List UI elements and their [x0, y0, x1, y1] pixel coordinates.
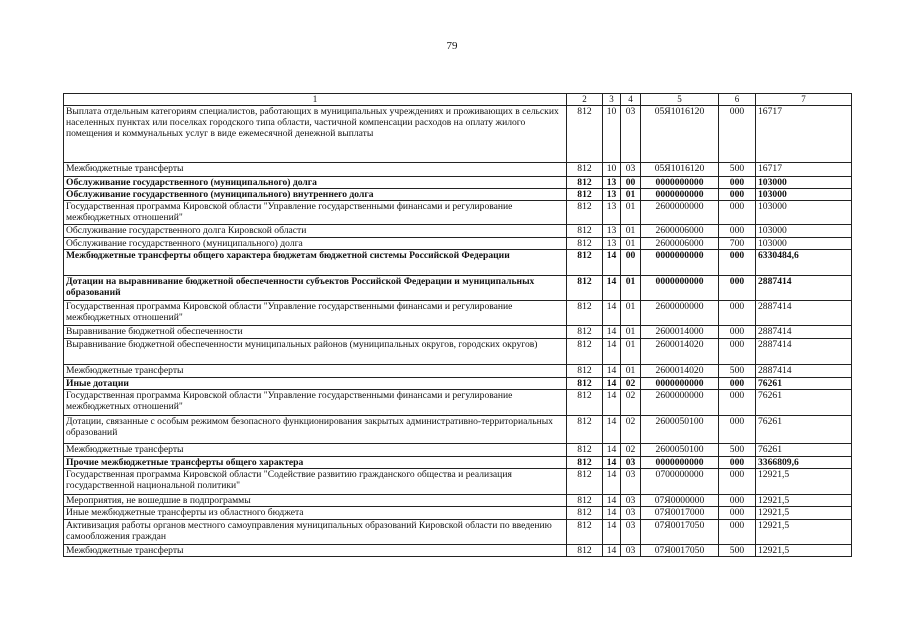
cell-csr: 0000000000	[641, 378, 719, 390]
page-number: 79	[446, 40, 458, 52]
cell-vr: 000	[719, 339, 756, 365]
cell-pr: 03	[621, 469, 641, 495]
cell-ved: 812	[567, 507, 603, 520]
cell-csr: 2600014020	[641, 365, 719, 378]
cell-name: Иные дотации	[64, 378, 567, 390]
cell-pr: 03	[621, 545, 641, 557]
table-row	[64, 301, 852, 326]
cell-ved: 812	[567, 326, 603, 339]
cell-vr: 500	[719, 444, 756, 457]
cell-name: Государственная программа Кировской области "Управление государственными финансами и регулирование межбюджетных отношений"	[64, 201, 567, 225]
table-body	[64, 106, 852, 557]
cell-rz: 13	[603, 189, 621, 201]
cell-sum: 12921,5	[756, 545, 852, 557]
cell-csr: 2600000000	[641, 390, 719, 416]
cell-vr: 000	[719, 326, 756, 339]
cell-ved: 812	[567, 520, 603, 545]
cell-sum: 76261	[756, 390, 852, 416]
cell-ved: 812	[567, 390, 603, 416]
cell-ved: 812	[567, 189, 603, 201]
cell-ved: 812	[567, 378, 603, 390]
cell-csr: 0000000000	[641, 250, 719, 276]
cell-csr: 0000000000	[641, 276, 719, 301]
cell-sum: 103000	[756, 177, 852, 189]
cell-sum: 2887414	[756, 365, 852, 378]
cell-csr: 05Я1016120	[641, 106, 719, 163]
table-row	[64, 469, 852, 495]
cell-vr: 000	[719, 225, 756, 238]
table-header-row	[64, 94, 852, 106]
cell-vr: 000	[719, 177, 756, 189]
cell-name: Мероприятия, не вошедшие в подпрограммы	[64, 495, 567, 507]
cell-pr: 02	[621, 390, 641, 416]
table-row	[64, 276, 852, 301]
cell-vr: 000	[719, 495, 756, 507]
cell-pr: 01	[621, 326, 641, 339]
cell-pr: 03	[621, 106, 641, 163]
header-col-6: 6	[719, 94, 756, 106]
cell-ved: 812	[567, 339, 603, 365]
cell-ved: 812	[567, 238, 603, 250]
cell-name: Межбюджетные трансферты	[64, 545, 567, 557]
cell-name: Межбюджетные трансферты	[64, 163, 567, 177]
cell-rz: 14	[603, 520, 621, 545]
cell-name: Выравнивание бюджетной обеспеченности муниципальных районов (муниципальных округов, городских округов)	[64, 339, 567, 365]
cell-vr: 000	[719, 276, 756, 301]
cell-csr: 0000000000	[641, 189, 719, 201]
cell-pr: 00	[621, 250, 641, 276]
cell-vr: 000	[719, 416, 756, 444]
table-row	[64, 163, 852, 177]
cell-sum: 103000	[756, 201, 852, 225]
cell-vr: 500	[719, 545, 756, 557]
cell-rz: 14	[603, 378, 621, 390]
cell-rz: 10	[603, 163, 621, 177]
cell-name: Выплата отдельным категориям специалистов, работающих в муниципальных учреждениях и проживающих в сельских населенных пунктах или поселках городского типа области, частичной компенсации расходов на оплату жилого помещения и коммунальных услуг в виде ежемесячной денежной выплаты	[64, 106, 567, 163]
table-row	[64, 545, 852, 557]
header-col-3: 3	[603, 94, 621, 106]
cell-pr: 01	[621, 301, 641, 326]
cell-rz: 13	[603, 238, 621, 250]
cell-pr: 01	[621, 238, 641, 250]
cell-sum: 6330484,6	[756, 250, 852, 276]
cell-ved: 812	[567, 416, 603, 444]
cell-pr: 03	[621, 520, 641, 545]
cell-rz: 10	[603, 106, 621, 163]
cell-ved: 812	[567, 106, 603, 163]
cell-csr: 0000000000	[641, 457, 719, 469]
cell-sum: 2887414	[756, 339, 852, 365]
cell-rz: 14	[603, 339, 621, 365]
table-row	[64, 365, 852, 378]
cell-ved: 812	[567, 163, 603, 177]
table-row	[64, 339, 852, 365]
cell-vr: 000	[719, 469, 756, 495]
cell-sum: 2887414	[756, 301, 852, 326]
cell-name: Выравнивание бюджетной обеспеченности	[64, 326, 567, 339]
cell-vr: 700	[719, 238, 756, 250]
cell-name: Прочие межбюджетные трансферты общего характера	[64, 457, 567, 469]
cell-rz: 13	[603, 177, 621, 189]
cell-ved: 812	[567, 545, 603, 557]
cell-ved: 812	[567, 225, 603, 238]
cell-csr: 2600006000	[641, 225, 719, 238]
cell-pr: 00	[621, 177, 641, 189]
cell-pr: 03	[621, 507, 641, 520]
cell-name: Обслуживание государственного (муниципального) долга	[64, 177, 567, 189]
cell-rz: 14	[603, 276, 621, 301]
table-row	[64, 326, 852, 339]
cell-name: Государственная программа Кировской области "Управление государственными финансами и регулирование межбюджетных отношений"	[64, 301, 567, 326]
cell-sum: 16717	[756, 106, 852, 163]
cell-csr: 0000000000	[641, 177, 719, 189]
cell-vr: 000	[719, 189, 756, 201]
budget-table	[63, 93, 852, 557]
cell-rz: 14	[603, 507, 621, 520]
cell-sum: 76261	[756, 444, 852, 457]
cell-pr: 02	[621, 444, 641, 457]
cell-sum: 76261	[756, 416, 852, 444]
cell-rz: 14	[603, 444, 621, 457]
cell-sum: 12921,5	[756, 520, 852, 545]
cell-pr: 03	[621, 163, 641, 177]
cell-ved: 812	[567, 201, 603, 225]
cell-ved: 812	[567, 250, 603, 276]
cell-name: Обслуживание государственного (муниципального) долга	[64, 238, 567, 250]
cell-name: Активизация работы органов местного самоуправления муниципальных образований Кировской области по введению самообложения граждан	[64, 520, 567, 545]
cell-pr: 01	[621, 225, 641, 238]
cell-name: Дотации, связанные с особым режимом безопасного функционирования закрытых административно-территориальных образований	[64, 416, 567, 444]
cell-csr: 05Я1016120	[641, 163, 719, 177]
cell-name: Обслуживание государственного (муниципального) внутреннего долга	[64, 189, 567, 201]
cell-ved: 812	[567, 457, 603, 469]
cell-rz: 14	[603, 457, 621, 469]
cell-vr: 000	[719, 390, 756, 416]
cell-rz: 14	[603, 301, 621, 326]
cell-name: Обслуживание государственного долга Кировской области	[64, 225, 567, 238]
table-row	[64, 378, 852, 390]
table-row	[64, 520, 852, 545]
cell-rz: 14	[603, 390, 621, 416]
table-row	[64, 390, 852, 416]
cell-rz: 14	[603, 495, 621, 507]
cell-ved: 812	[567, 495, 603, 507]
cell-sum: 103000	[756, 189, 852, 201]
cell-rz: 14	[603, 250, 621, 276]
table-row	[64, 507, 852, 520]
table-row	[64, 457, 852, 469]
cell-ved: 812	[567, 276, 603, 301]
cell-csr: 2600000000	[641, 201, 719, 225]
table-row	[64, 238, 852, 250]
cell-rz: 14	[603, 469, 621, 495]
cell-sum: 16717	[756, 163, 852, 177]
cell-ved: 812	[567, 444, 603, 457]
cell-pr: 01	[621, 201, 641, 225]
cell-csr: 2600006000	[641, 238, 719, 250]
cell-sum: 12921,5	[756, 495, 852, 507]
table-row	[64, 495, 852, 507]
cell-sum: 12921,5	[756, 469, 852, 495]
cell-csr: 2600014020	[641, 339, 719, 365]
cell-csr: 07Я0017050	[641, 545, 719, 557]
cell-vr: 000	[719, 457, 756, 469]
cell-csr: 2600014000	[641, 326, 719, 339]
cell-rz: 14	[603, 416, 621, 444]
cell-csr: 2600050100	[641, 416, 719, 444]
header-col-4: 4	[621, 94, 641, 106]
cell-sum: 12921,5	[756, 507, 852, 520]
cell-sum: 2887414	[756, 326, 852, 339]
cell-name: Государственная программа Кировской области "Управление государственными финансами и регулирование межбюджетных отношений"	[64, 390, 567, 416]
cell-vr: 000	[719, 301, 756, 326]
header-col-7: 7	[756, 94, 852, 106]
cell-pr: 03	[621, 457, 641, 469]
cell-name: Межбюджетные трансферты общего характера бюджетам бюджетной системы Российской Федерации	[64, 250, 567, 276]
cell-sum: 103000	[756, 225, 852, 238]
header-col-2: 2	[567, 94, 603, 106]
cell-pr: 01	[621, 365, 641, 378]
table-row	[64, 444, 852, 457]
cell-vr: 500	[719, 163, 756, 177]
cell-vr: 000	[719, 378, 756, 390]
table-row	[64, 201, 852, 225]
cell-vr: 000	[719, 507, 756, 520]
cell-csr: 07Я0017000	[641, 507, 719, 520]
cell-name: Межбюджетные трансферты	[64, 444, 567, 457]
cell-vr: 000	[719, 201, 756, 225]
cell-csr: 2600000000	[641, 301, 719, 326]
cell-pr: 01	[621, 276, 641, 301]
cell-rz: 13	[603, 201, 621, 225]
table-row	[64, 416, 852, 444]
header-col-1: 1	[64, 94, 567, 106]
cell-rz: 14	[603, 326, 621, 339]
table-row	[64, 106, 852, 163]
cell-csr: 07Я0000000	[641, 495, 719, 507]
cell-vr: 500	[719, 365, 756, 378]
cell-csr: 0700000000	[641, 469, 719, 495]
table-row	[64, 189, 852, 201]
cell-csr: 07Я0017050	[641, 520, 719, 545]
cell-name: Дотации на выравнивание бюджетной обеспеченности субъектов Российской Федерации и муниципальных образований	[64, 276, 567, 301]
cell-csr: 2600050100	[641, 444, 719, 457]
cell-vr: 000	[719, 106, 756, 163]
header-col-5: 5	[641, 94, 719, 106]
cell-rz: 14	[603, 365, 621, 378]
cell-ved: 812	[567, 301, 603, 326]
cell-pr: 03	[621, 495, 641, 507]
cell-sum: 2887414	[756, 276, 852, 301]
table-row	[64, 177, 852, 189]
cell-sum: 103000	[756, 238, 852, 250]
cell-ved: 812	[567, 365, 603, 378]
cell-sum: 3366809,6	[756, 457, 852, 469]
cell-name: Иные межбюджетные трансферты из областного бюджета	[64, 507, 567, 520]
table-row	[64, 225, 852, 238]
cell-pr: 02	[621, 378, 641, 390]
cell-vr: 000	[719, 250, 756, 276]
cell-rz: 14	[603, 545, 621, 557]
cell-sum: 76261	[756, 378, 852, 390]
cell-pr: 01	[621, 339, 641, 365]
cell-ved: 812	[567, 177, 603, 189]
cell-rz: 13	[603, 225, 621, 238]
cell-ved: 812	[567, 469, 603, 495]
table-row	[64, 250, 852, 276]
cell-vr: 000	[719, 520, 756, 545]
cell-name: Государственная программа Кировской области "Содействие развитию гражданского общества и реализация государственной национальной политики"	[64, 469, 567, 495]
cell-pr: 01	[621, 189, 641, 201]
cell-pr: 02	[621, 416, 641, 444]
cell-name: Межбюджетные трансферты	[64, 365, 567, 378]
